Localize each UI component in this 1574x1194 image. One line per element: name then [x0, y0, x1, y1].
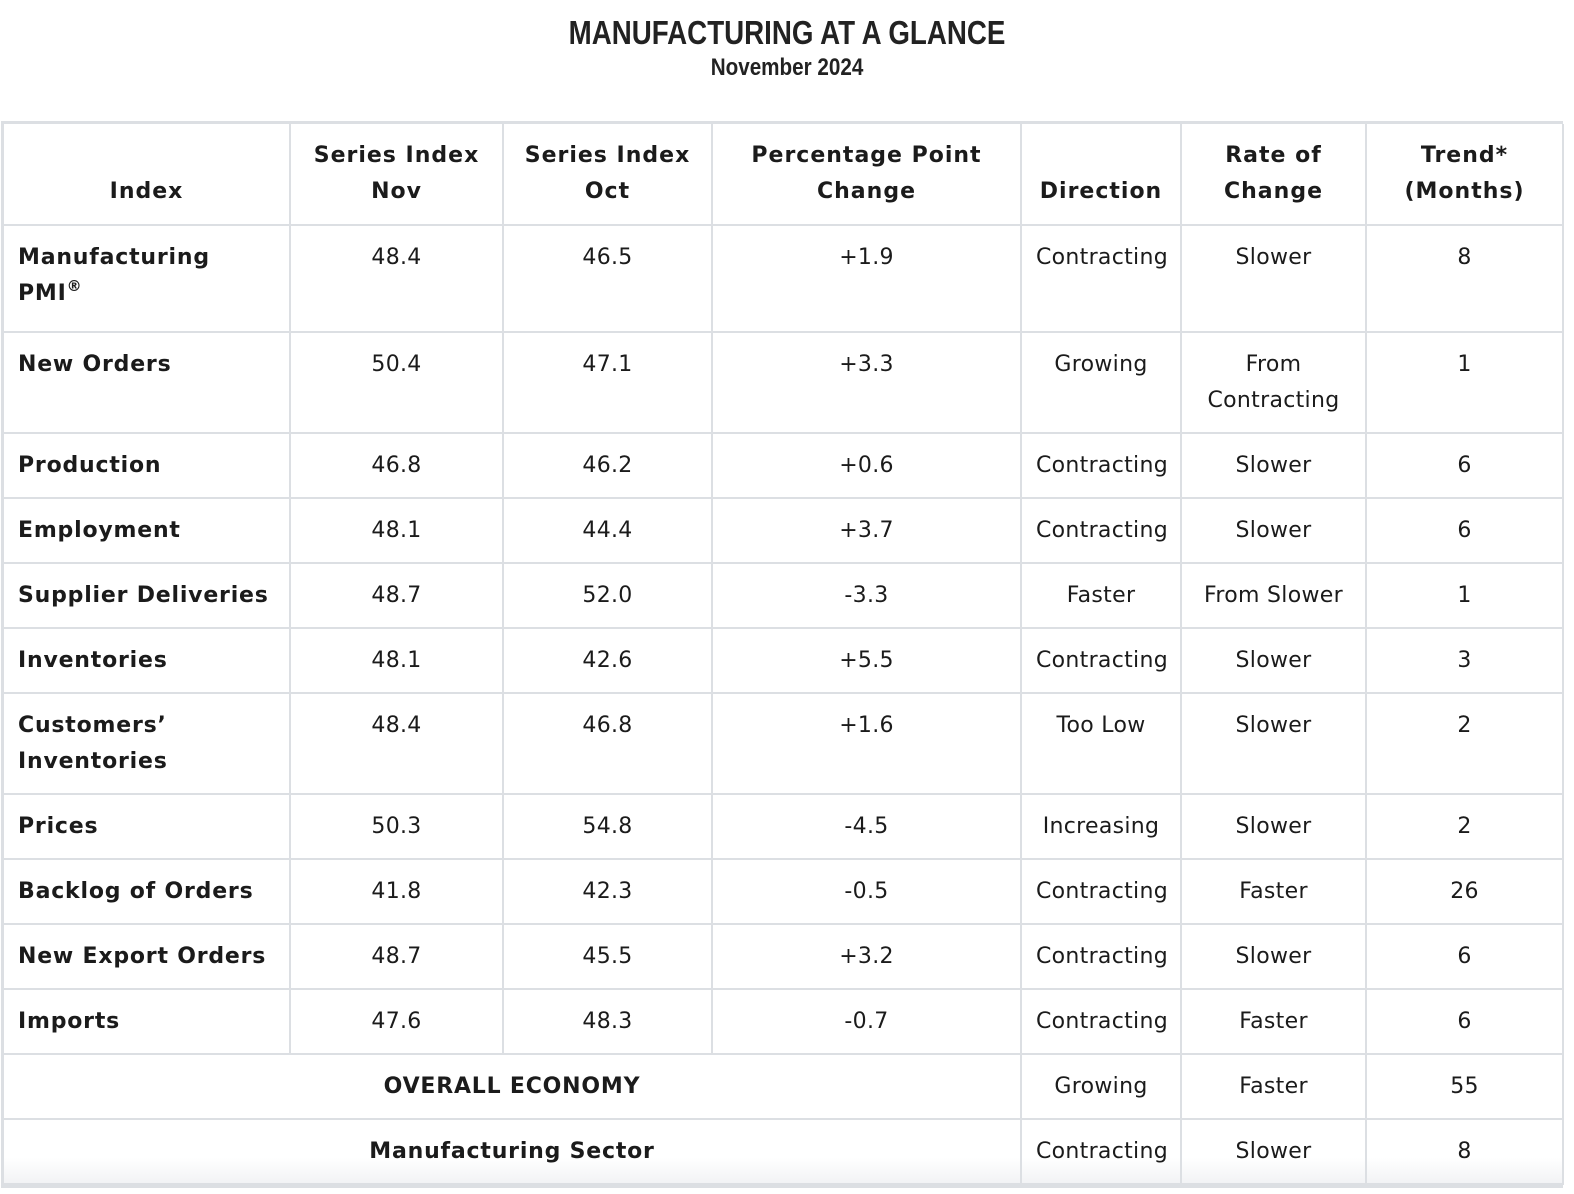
series-oct-cell: 42.6	[503, 628, 712, 693]
table-row	[4, 989, 1563, 1054]
direction-cell: Contracting	[1021, 924, 1181, 989]
series-nov-cell: 47.6	[290, 989, 503, 1054]
table-row	[4, 794, 1563, 859]
col-header-trend: Trend* (Months)	[1366, 124, 1563, 225]
trend-cell: 2	[1366, 693, 1563, 794]
series-oct-cell: 46.8	[503, 693, 712, 794]
registered-mark: ®	[66, 277, 83, 295]
index-cell: Production	[4, 433, 290, 498]
table-row	[4, 332, 1563, 433]
rate-cell: From Contracting	[1181, 332, 1366, 433]
rate-cell: Slower	[1181, 628, 1366, 693]
trend-cell: 3	[1366, 628, 1563, 693]
series-oct-cell: 48.3	[503, 989, 712, 1054]
rate-cell: Slower	[1181, 225, 1366, 332]
table-row	[4, 628, 1563, 693]
direction-cell: Contracting	[1021, 433, 1181, 498]
index-cell: Imports	[4, 989, 290, 1054]
pp-change-cell: +1.9	[712, 225, 1021, 332]
table-row	[4, 498, 1563, 563]
direction-cell: Contracting	[1021, 628, 1181, 693]
rate-cell: Slower	[1181, 794, 1366, 859]
pp-change-cell: +3.2	[712, 924, 1021, 989]
glance-table-container	[1, 121, 1563, 1188]
direction-cell: Contracting	[1021, 859, 1181, 924]
rate-cell: Faster	[1181, 989, 1366, 1054]
col-header-direction: Direction	[1021, 124, 1181, 225]
direction-cell: Contracting	[1021, 1119, 1181, 1184]
series-nov-cell: 48.4	[290, 693, 503, 794]
pp-change-cell: +5.5	[712, 628, 1021, 693]
pp-change-cell: -0.7	[712, 989, 1021, 1054]
series-oct-cell: 44.4	[503, 498, 712, 563]
trend-cell: 6	[1366, 924, 1563, 989]
rate-cell: Faster	[1181, 859, 1366, 924]
pp-change-cell: +0.6	[712, 433, 1021, 498]
pp-change-cell: -0.5	[712, 859, 1021, 924]
series-oct-cell: 46.5	[503, 225, 712, 332]
col-header-pp-change: Percentage Point Change	[712, 124, 1021, 225]
trend-cell: 6	[1366, 498, 1563, 563]
col-header-rate: Rate of Change	[1181, 124, 1366, 225]
series-oct-cell: 42.3	[503, 859, 712, 924]
index-cell: Backlog of Orders	[4, 859, 290, 924]
trend-cell: 8	[1366, 225, 1563, 332]
table-row	[4, 859, 1563, 924]
summary-row	[4, 1119, 1563, 1184]
summary-label-cell: OVERALL ECONOMY	[4, 1054, 1021, 1119]
series-nov-cell: 48.7	[290, 924, 503, 989]
series-nov-cell: 50.3	[290, 794, 503, 859]
trend-cell: 2	[1366, 794, 1563, 859]
series-oct-cell: 45.5	[503, 924, 712, 989]
index-cell: Prices	[4, 794, 290, 859]
summary-label-cell: Manufacturing Sector	[4, 1119, 1021, 1184]
pp-change-cell: +3.7	[712, 498, 1021, 563]
table-row	[4, 924, 1563, 989]
direction-cell: Faster	[1021, 563, 1181, 628]
table-row	[4, 563, 1563, 628]
trend-cell: 1	[1366, 563, 1563, 628]
rate-cell: Slower	[1181, 1119, 1366, 1184]
rate-cell: Slower	[1181, 498, 1366, 563]
series-nov-cell: 48.4	[290, 225, 503, 332]
page-title: MANUFACTURING AT A GLANCE	[568, 14, 1006, 51]
trend-cell: 55	[1366, 1054, 1563, 1119]
direction-cell: Contracting	[1021, 498, 1181, 563]
col-header-series-nov: Series Index Nov	[290, 124, 503, 225]
rate-cell: From Slower	[1181, 563, 1366, 628]
pp-change-cell: -4.5	[712, 794, 1021, 859]
table-row	[4, 433, 1563, 498]
table-header-row	[4, 124, 1563, 225]
summary-row	[4, 1054, 1563, 1119]
direction-cell: Contracting	[1021, 989, 1181, 1054]
series-nov-cell: 48.1	[290, 498, 503, 563]
series-nov-cell: 46.8	[290, 433, 503, 498]
index-cell: Customers’ Inventories	[4, 693, 290, 794]
series-oct-cell: 54.8	[503, 794, 712, 859]
direction-cell: Growing	[1021, 1054, 1181, 1119]
series-nov-cell: 41.8	[290, 859, 503, 924]
rate-cell: Slower	[1181, 693, 1366, 794]
trend-cell: 1	[1366, 332, 1563, 433]
direction-cell: Increasing	[1021, 794, 1181, 859]
trend-cell: 6	[1366, 433, 1563, 498]
index-cell: Supplier Deliveries	[4, 563, 290, 628]
direction-cell: Contracting	[1021, 225, 1181, 332]
pp-change-cell: +3.3	[712, 332, 1021, 433]
trend-cell: 6	[1366, 989, 1563, 1054]
rate-cell: Slower	[1181, 433, 1366, 498]
col-header-series-oct: Series Index Oct	[503, 124, 712, 225]
page-header	[0, 0, 1574, 106]
direction-cell: Too Low	[1021, 693, 1181, 794]
index-cell: Inventories	[4, 628, 290, 693]
series-oct-cell: 46.2	[503, 433, 712, 498]
trend-cell: 26	[1366, 859, 1563, 924]
col-header-index: Index	[4, 124, 290, 225]
series-oct-cell: 47.1	[503, 332, 712, 433]
series-nov-cell: 48.1	[290, 628, 503, 693]
direction-cell: Growing	[1021, 332, 1181, 433]
table-row	[4, 225, 1563, 332]
rate-cell: Faster	[1181, 1054, 1366, 1119]
index-cell: New Orders	[4, 332, 290, 433]
page-subtitle: November 2024	[710, 54, 864, 81]
trend-cell: 8	[1366, 1119, 1563, 1184]
pp-change-cell: -3.3	[712, 563, 1021, 628]
pp-change-cell: +1.6	[712, 693, 1021, 794]
index-cell: Manufacturing PMI®	[4, 225, 290, 332]
series-oct-cell: 52.0	[503, 563, 712, 628]
index-cell: Employment	[4, 498, 290, 563]
series-nov-cell: 48.7	[290, 563, 503, 628]
index-cell: New Export Orders	[4, 924, 290, 989]
manufacturing-glance-table	[4, 124, 1564, 1185]
series-nov-cell: 50.4	[290, 332, 503, 433]
rate-cell: Slower	[1181, 924, 1366, 989]
table-row	[4, 693, 1563, 794]
